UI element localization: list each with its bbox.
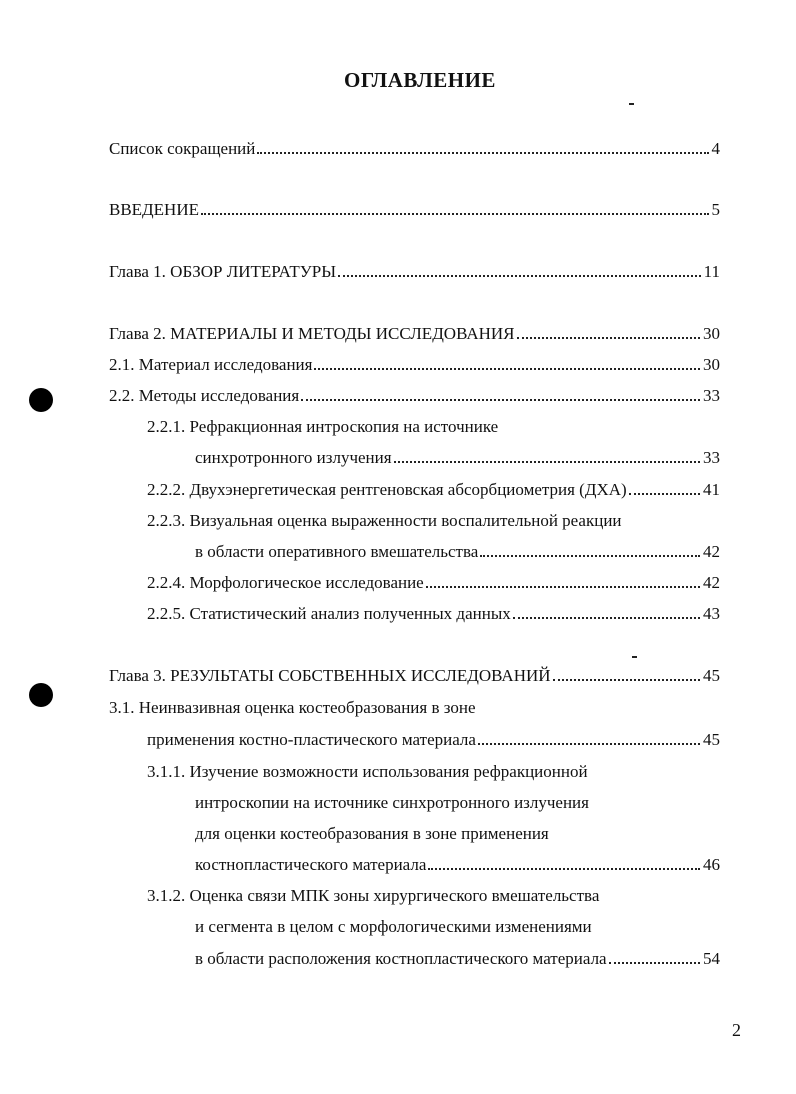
toc-entry-page: 11 (703, 262, 720, 281)
leader-dots (338, 261, 701, 277)
toc-entry-page: 30 (703, 355, 720, 374)
toc-entry-text: Глава 3. РЕЗУЛЬТАТЫ СОБСТВЕННЫХ ИССЛЕДОВАНИЙ (109, 666, 551, 685)
toc-entry-section-2-2-2[interactable] (147, 479, 720, 501)
toc-entry-text: ВВЕДЕНИЕ (109, 200, 199, 219)
toc-entry-section-2-2-4[interactable] (147, 572, 720, 594)
leader-dots (553, 665, 700, 681)
leader-dots (426, 572, 700, 588)
toc-entry-page: 5 (711, 200, 720, 219)
toc-entry-section-2-2[interactable] (109, 385, 720, 407)
toc-entry-text: 2.1. Материал исследования (109, 355, 313, 374)
leader-dots (609, 948, 700, 964)
toc-entry-page: 43 (703, 604, 720, 623)
toc-entry-section-3-1-1-line3[interactable]: для оценки костеобразования в зоне применения (195, 824, 549, 843)
toc-entry-text: костнопластического материала (195, 855, 427, 874)
toc-entry-text: 2.2. Методы исследования (109, 386, 300, 405)
toc-entry-text: 2.2.5. Статистический анализ полученных данных (147, 604, 511, 623)
page-number: 2 (732, 1020, 741, 1040)
leader-dots (314, 354, 700, 370)
leader-dots (513, 603, 700, 619)
toc-entry-section-3-1-2-line1[interactable]: 3.1.2. Оценка связи МПК зоны хирургического вмешательства (147, 886, 600, 905)
toc-entry-section-3-1-1-line2[interactable]: интроскопии на источнике синхротронного излучения (195, 793, 589, 812)
toc-heading: ОГЛАВЛЕНИЕ (344, 68, 496, 92)
toc-entry-introduction[interactable] (109, 199, 720, 221)
toc-entry-text: Глава 2. МАТЕРИАЛЫ И МЕТОДЫ ИССЛЕДОВАНИЯ (109, 324, 515, 343)
toc-entry-section-2-2-3-line1[interactable]: 2.2.3. Визуальная оценка выраженности воспалительной реакции (147, 511, 622, 530)
toc-entry-text: Список сокращений (109, 139, 256, 158)
leader-dots (629, 479, 700, 495)
leader-dots (257, 138, 708, 154)
leader-dots (478, 729, 700, 745)
punch-hole (29, 388, 53, 412)
toc-entry-section-3-1-2-line2[interactable]: и сегмента в целом с морфологическими изменениями (195, 917, 592, 936)
toc-entry-text: в области расположения костнопластического материала (195, 949, 607, 968)
toc-entry-page: 41 (703, 480, 720, 499)
toc-entry-page: 33 (703, 448, 720, 467)
leader-dots (301, 385, 700, 401)
toc-entry-chapter-3[interactable] (109, 665, 720, 687)
toc-entry-text: 2.2.4. Морфологическое исследование (147, 573, 424, 592)
toc-entry-section-2-2-1[interactable] (195, 447, 720, 469)
toc-entry-page: 54 (703, 949, 720, 968)
toc-entry-section-2-1[interactable] (109, 354, 720, 376)
toc-entry-page: 42 (703, 542, 720, 561)
toc-entry-page: 45 (703, 666, 720, 685)
toc-entry-section-3-1[interactable] (147, 729, 720, 751)
toc-entry-chapter-1[interactable] (109, 261, 720, 283)
toc-entry-page: 33 (703, 386, 720, 405)
toc-entry-abbreviations[interactable] (109, 138, 720, 160)
toc-entry-section-3-1-line1[interactable]: 3.1. Неинвазивная оценка костеобразования в зоне (109, 698, 476, 717)
toc-entry-text: в области оперативного вмешательства (195, 542, 479, 561)
toc-entry-section-2-2-5[interactable] (147, 603, 720, 625)
toc-entry-section-3-1-2[interactable] (195, 948, 720, 970)
toc-entry-section-3-1-1[interactable] (195, 854, 720, 876)
toc-entry-section-2-2-1-line1[interactable]: 2.2.1. Рефракционная интроскопия на источнике (147, 417, 499, 436)
toc-entry-section-3-1-1-line1[interactable]: 3.1.1. Изучение возможности использования рефракционной (147, 762, 588, 781)
toc-entry-page: 42 (703, 573, 720, 592)
toc-entry-page: 46 (703, 855, 720, 874)
toc-entry-text: Глава 1. ОБЗОР ЛИТЕРАТУРЫ (109, 262, 337, 281)
leader-dots (201, 199, 709, 215)
scan-speck (632, 656, 637, 658)
toc-entry-page: 30 (703, 324, 720, 343)
toc-entry-text: 2.2.2. Двухэнергетическая рентгеновская абсорбциометрия (ДХА) (147, 480, 627, 499)
leader-dots (517, 323, 700, 339)
leader-dots (480, 541, 700, 557)
scan-speck (629, 103, 634, 105)
leader-dots (428, 854, 700, 870)
toc-entry-text: применения костно-пластического материала (147, 730, 476, 749)
toc-entry-page: 45 (703, 730, 720, 749)
toc-entry-chapter-2[interactable] (109, 323, 720, 345)
toc-entry-text: синхротронного излучения (195, 448, 392, 467)
leader-dots (394, 447, 700, 463)
punch-hole (29, 683, 53, 707)
toc-entry-section-2-2-3[interactable] (195, 541, 720, 563)
toc-entry-page: 4 (711, 139, 720, 158)
